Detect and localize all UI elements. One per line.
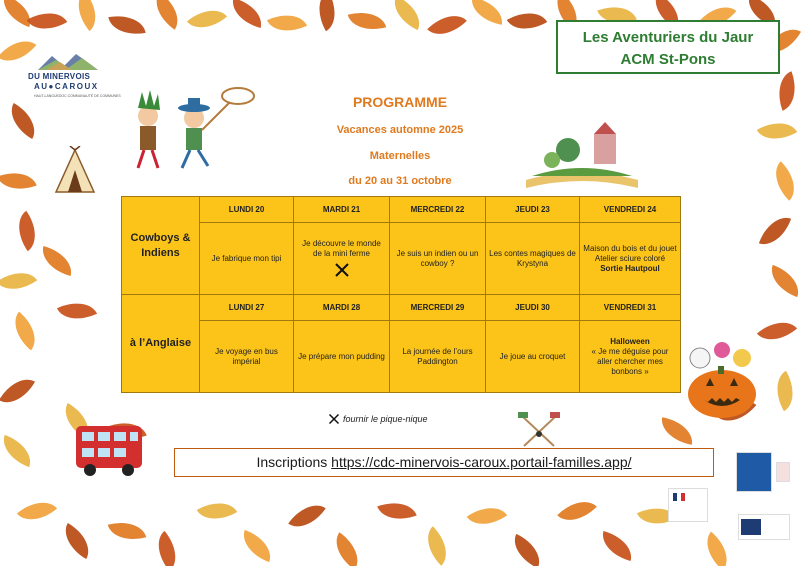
croquet-illustration — [516, 412, 562, 450]
activity-text: Maison du bois et du jouet Atelier sciure coloré — [583, 243, 677, 263]
programme-table — [121, 196, 681, 393]
partner-logo-small — [776, 462, 790, 482]
activity-cell — [390, 223, 486, 295]
day-header: JEUDI 30 — [486, 295, 580, 321]
activity-text: La journée de l’ours Paddington — [402, 346, 473, 366]
activity-cell — [294, 223, 390, 295]
french-flag-icon — [673, 493, 685, 501]
halloween-title: Halloween — [610, 336, 650, 346]
cowboy-indian-illustration — [120, 82, 260, 172]
inscriptions-label: Inscriptions — [256, 454, 328, 470]
activity-cell — [580, 223, 681, 295]
programme-title: PROGRAMME — [352, 94, 448, 110]
title-box — [556, 20, 780, 74]
activity-cell — [200, 223, 294, 295]
week1-header-row — [122, 197, 681, 223]
logo-line3: HAUT-LANGUEDOC COMMUNAUTÉ DE COMMUNES — [34, 94, 121, 98]
logo-line1: DU MINERVOIS — [28, 72, 91, 81]
day-header: VENDREDI 24 — [580, 197, 681, 223]
week2-theme: à l’Anglaise — [122, 295, 200, 393]
activity-text: Les contes magiques de Krystyna — [489, 248, 576, 268]
fairytale-book-illustration — [522, 120, 642, 192]
week1-activity-row — [122, 223, 681, 295]
day-header: VENDREDI 31 — [580, 295, 681, 321]
double-decker-bus-illustration — [72, 422, 146, 478]
msa-mark-icon — [741, 519, 761, 535]
activity-cell — [486, 321, 580, 393]
activity-text: Je découvre le monde de la mini ferme — [302, 239, 381, 258]
activity-text: Je voyage en bus impérial — [215, 346, 278, 366]
minervois-logo — [28, 52, 121, 108]
activity-text: Je suis un indien ou un cowboy ? — [396, 248, 479, 268]
mountain-logo-icon — [38, 52, 98, 70]
inscriptions-link[interactable]: https://cdc-minervois-caroux.portail-familles.app/ — [331, 454, 632, 470]
pumpkin-illustration — [684, 340, 760, 420]
inscriptions-box — [174, 448, 714, 477]
msa-logo — [738, 514, 790, 540]
title-line1: Les Aventuriers du Jaur — [582, 29, 754, 46]
activity-text: « Je me déguise pour aller chercher mes bonbons » — [591, 346, 669, 376]
activity-cell — [294, 321, 390, 393]
activity-cell — [580, 321, 681, 393]
cutlery-icon — [328, 413, 340, 425]
day-header: MARDI 21 — [294, 197, 390, 223]
vacances-subtitle: Vacances automne 2025 — [336, 124, 464, 136]
activity-cell — [390, 321, 486, 393]
outing-text: Sortie Hautpoul — [600, 263, 660, 273]
legend-text: fournir le pique-nique — [343, 414, 428, 424]
day-header: MARDI 28 — [294, 295, 390, 321]
cutlery-icon — [334, 262, 350, 278]
activity-text: Je fabrique mon tipi — [211, 253, 282, 263]
day-header: LUNDI 27 — [200, 295, 294, 321]
day-header: MERCREDI 22 — [390, 197, 486, 223]
title-line2: ACM St-Pons — [620, 51, 716, 68]
day-header: JEUDI 23 — [486, 197, 580, 223]
dates-subtitle: du 20 au 31 octobre — [348, 175, 452, 187]
activity-text: Je prépare mon pudding — [298, 351, 385, 361]
tipi-icon — [54, 146, 96, 194]
picnic-legend — [328, 413, 428, 425]
activity-text: Je joue au croquet — [499, 351, 566, 361]
logo-line2: AU●CAROUX — [34, 82, 99, 91]
group-subtitle: Maternelles — [369, 150, 431, 162]
activity-cell — [200, 321, 294, 393]
prefecture-logo — [668, 488, 708, 522]
week1-theme: Cowboys & Indiens — [122, 197, 200, 295]
day-header: MERCREDI 29 — [390, 295, 486, 321]
activity-cell — [486, 223, 580, 295]
caf-logo — [736, 452, 772, 492]
week2-header-row — [122, 295, 681, 321]
day-header: LUNDI 20 — [200, 197, 294, 223]
week2-activity-row — [122, 321, 681, 393]
